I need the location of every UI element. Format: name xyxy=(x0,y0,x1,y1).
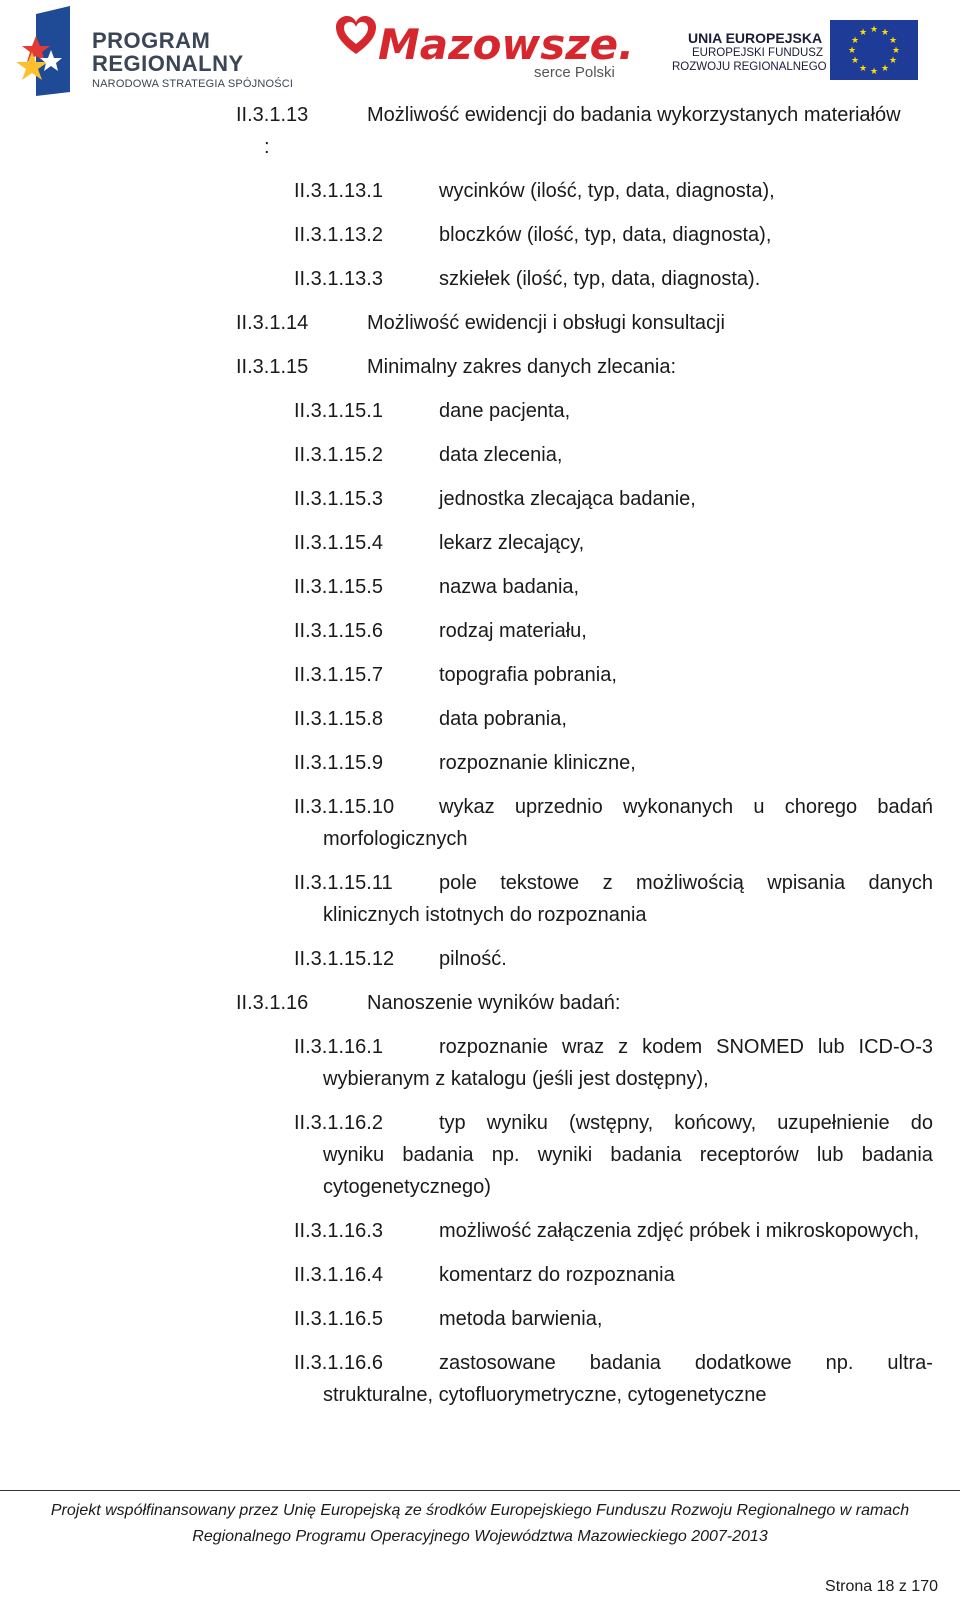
word: uzupełnienie xyxy=(777,1112,890,1134)
subitem-text: nazwa badania, xyxy=(439,576,580,598)
subitem-number: II.3.1.15.9 xyxy=(294,752,383,774)
subitem-number: II.3.1.16.4 xyxy=(294,1264,383,1286)
svg-text:★: ★ xyxy=(850,36,860,46)
subitem-text-justified xyxy=(439,796,933,819)
eu-logo xyxy=(668,20,938,82)
word: lub xyxy=(817,1036,845,1058)
footer-funding-line-1: Projekt współfinansowany przez Unię Europejską ze środków Europejskiego Funduszu Rozwoju Regionalnego w ramach xyxy=(50,1502,910,1519)
program-regionalny-star-icon xyxy=(14,6,86,96)
eu-fund-line-2: ROZWOJU REGIONALNEGO xyxy=(672,61,827,73)
subitem-text-justified xyxy=(439,1112,933,1135)
svg-text:★: ★ xyxy=(888,36,898,46)
item-text: Możliwość ewidencji i obsługi konsultacji xyxy=(367,312,725,334)
item-number: II.3.1.15 xyxy=(236,356,309,378)
item-number-colon: : xyxy=(264,136,270,158)
subitem-text: metoda barwienia, xyxy=(439,1308,603,1330)
word: możliwością xyxy=(636,872,744,894)
footer-funding-line-2: Regionalnego Programu Operacyjnego Województwa Mazowieckiego 2007-2013 xyxy=(192,1528,768,1545)
subitem-number: II.3.1.13.3 xyxy=(294,268,383,290)
word: rozpoznanie xyxy=(439,1036,548,1058)
word: badań xyxy=(877,796,933,818)
word: pole xyxy=(439,872,477,894)
subitem-text: jednostka zlecająca badanie, xyxy=(439,488,696,510)
item-number: II.3.1.13 xyxy=(236,104,309,126)
svg-text:★: ★ xyxy=(869,67,879,77)
item-text: Minimalny zakres danych zlecania: xyxy=(367,356,677,378)
subitem-number: II.3.1.15.1 xyxy=(294,400,383,422)
svg-text:★: ★ xyxy=(891,46,901,56)
word: wykaz xyxy=(439,796,495,818)
subitem-text-justified xyxy=(439,1036,933,1059)
item-text: Możliwość ewidencji do badania wykorzystanych materiałów xyxy=(367,104,901,126)
word: końcowy, xyxy=(674,1112,757,1134)
subitem-number: II.3.1.16.1 xyxy=(294,1036,383,1058)
subitem-text-justified-line2 xyxy=(323,1144,933,1167)
program-title: PROGRAM xyxy=(92,28,211,53)
subitem-text-continuation: cytogenetycznego) xyxy=(323,1176,491,1198)
subitem-text-justified xyxy=(439,1352,933,1375)
footer-divider xyxy=(0,1490,960,1491)
word: badania xyxy=(610,1144,682,1166)
subitem-number: II.3.1.13.1 xyxy=(294,180,383,202)
subitem-number: II.3.1.15.4 xyxy=(294,532,383,554)
svg-text:★: ★ xyxy=(858,28,868,38)
word: dodatkowe xyxy=(694,1352,792,1374)
word: wraz xyxy=(561,1036,605,1058)
svg-text:★: ★ xyxy=(869,25,879,35)
svg-text:★: ★ xyxy=(847,46,857,56)
mazowsze-wordmark: Mazowsze. xyxy=(378,20,635,69)
svg-text:★: ★ xyxy=(880,28,890,38)
subitem-text: rozpoznanie kliniczne, xyxy=(439,752,636,774)
page-header xyxy=(0,0,960,100)
word: (wstępny, xyxy=(569,1112,654,1134)
word: kodem xyxy=(642,1036,703,1058)
subitem-number: II.3.1.15.2 xyxy=(294,444,383,466)
word: receptorów xyxy=(699,1144,799,1166)
subitem-text-continuation: klinicznych istotnych do rozpoznania xyxy=(323,904,647,926)
word: wpisania xyxy=(767,872,846,894)
subitem-text: dane pacjenta, xyxy=(439,400,571,422)
eu-fund-line: EUROPEJSKI FUNDUSZ xyxy=(692,47,823,59)
mazowsze-tagline: serce Polski xyxy=(534,64,615,81)
word: danych xyxy=(868,872,933,894)
word: u xyxy=(753,796,765,818)
svg-text:★: ★ xyxy=(888,56,898,66)
subitem-number: II.3.1.16.3 xyxy=(294,1220,383,1242)
subitem-text: topografia pobrania, xyxy=(439,664,617,686)
subitem-number: II.3.1.15.6 xyxy=(294,620,383,642)
subitem-text-justified xyxy=(439,872,933,895)
word: ultra- xyxy=(887,1352,933,1374)
word: wyniki xyxy=(537,1144,593,1166)
subitem-text: bloczków (ilość, typ, data, diagnosta), xyxy=(439,224,772,246)
word: wyniku xyxy=(486,1112,548,1134)
subitem-text: szkiełek (ilość, typ, data, diagnosta). xyxy=(439,268,761,290)
regionalny-title: REGIONALNY xyxy=(92,51,244,76)
item-number: II.3.1.14 xyxy=(236,312,309,334)
subitem-number: II.3.1.15.3 xyxy=(294,488,383,510)
svg-text:★: ★ xyxy=(858,64,868,74)
subitem-number: II.3.1.15.7 xyxy=(294,664,383,686)
eu-title: UNIA EUROPEJSKA xyxy=(688,30,823,46)
word: badania xyxy=(589,1352,661,1374)
heart-icon xyxy=(334,14,378,58)
subitem-text: możliwość załączenia zdjęć próbek i mikroskopowych, xyxy=(439,1220,920,1242)
word: z xyxy=(602,872,613,894)
subitem-text: rodzaj materiału, xyxy=(439,620,587,642)
item-number: II.3.1.16 xyxy=(236,992,309,1014)
word: badania xyxy=(861,1144,933,1166)
word: z xyxy=(618,1036,629,1058)
mazowsze-logo xyxy=(334,14,634,86)
word: zastosowane xyxy=(439,1352,556,1374)
subitem-text: data pobrania, xyxy=(439,708,567,730)
word: np. xyxy=(825,1352,854,1374)
subitem-text-continuation: wybieranym z katalogu (jeśli jest dostępny), xyxy=(323,1068,709,1090)
subitem-text: wycinków (ilość, typ, data, diagnosta), xyxy=(439,180,775,202)
word: badania xyxy=(402,1144,474,1166)
program-regionalny-logo xyxy=(14,6,304,96)
word: ICD-O-3 xyxy=(858,1036,933,1058)
word: typ xyxy=(439,1112,466,1134)
word: tekstowe xyxy=(500,872,580,894)
subitem-number: II.3.1.15.11 xyxy=(294,872,393,894)
eu-flag-icon xyxy=(830,20,918,80)
svg-text:★: ★ xyxy=(880,64,890,74)
item-text: Nanoszenie wyników badań: xyxy=(367,992,621,1014)
word: wyniku xyxy=(323,1144,385,1166)
subitem-number: II.3.1.13.2 xyxy=(294,224,383,246)
page-number: Strona 18 z 170 xyxy=(825,1578,938,1595)
strategy-subtitle: NARODOWA STRATEGIA SPÓJNOŚCI xyxy=(92,78,294,90)
word: uprzednio xyxy=(514,796,603,818)
subitem-text-continuation: strukturalne, cytofluorymetryczne, cytogenetyczne xyxy=(323,1384,767,1406)
word: np. xyxy=(491,1144,520,1166)
word: SNOMED xyxy=(716,1036,804,1058)
word: wykonanych xyxy=(623,796,734,818)
subitem-text: pilność. xyxy=(439,948,507,970)
word: chorego xyxy=(784,796,858,818)
subitem-number: II.3.1.16.5 xyxy=(294,1308,383,1330)
subitem-number: II.3.1.15.10 xyxy=(294,796,395,818)
subitem-text-continuation: morfologicznych xyxy=(323,828,468,850)
subitem-number: II.3.1.16.2 xyxy=(294,1112,383,1134)
svg-text:★: ★ xyxy=(850,56,860,66)
subitem-text: data zlecenia, xyxy=(439,444,563,466)
word: lub xyxy=(816,1144,844,1166)
word: do xyxy=(910,1112,933,1134)
subitem-number: II.3.1.15.12 xyxy=(294,948,395,970)
subitem-number: II.3.1.15.8 xyxy=(294,708,383,730)
subitem-number: II.3.1.15.5 xyxy=(294,576,383,598)
subitem-number: II.3.1.16.6 xyxy=(294,1352,383,1374)
subitem-text: lekarz zlecający, xyxy=(439,532,585,554)
subitem-text: komentarz do rozpoznania xyxy=(439,1264,675,1286)
